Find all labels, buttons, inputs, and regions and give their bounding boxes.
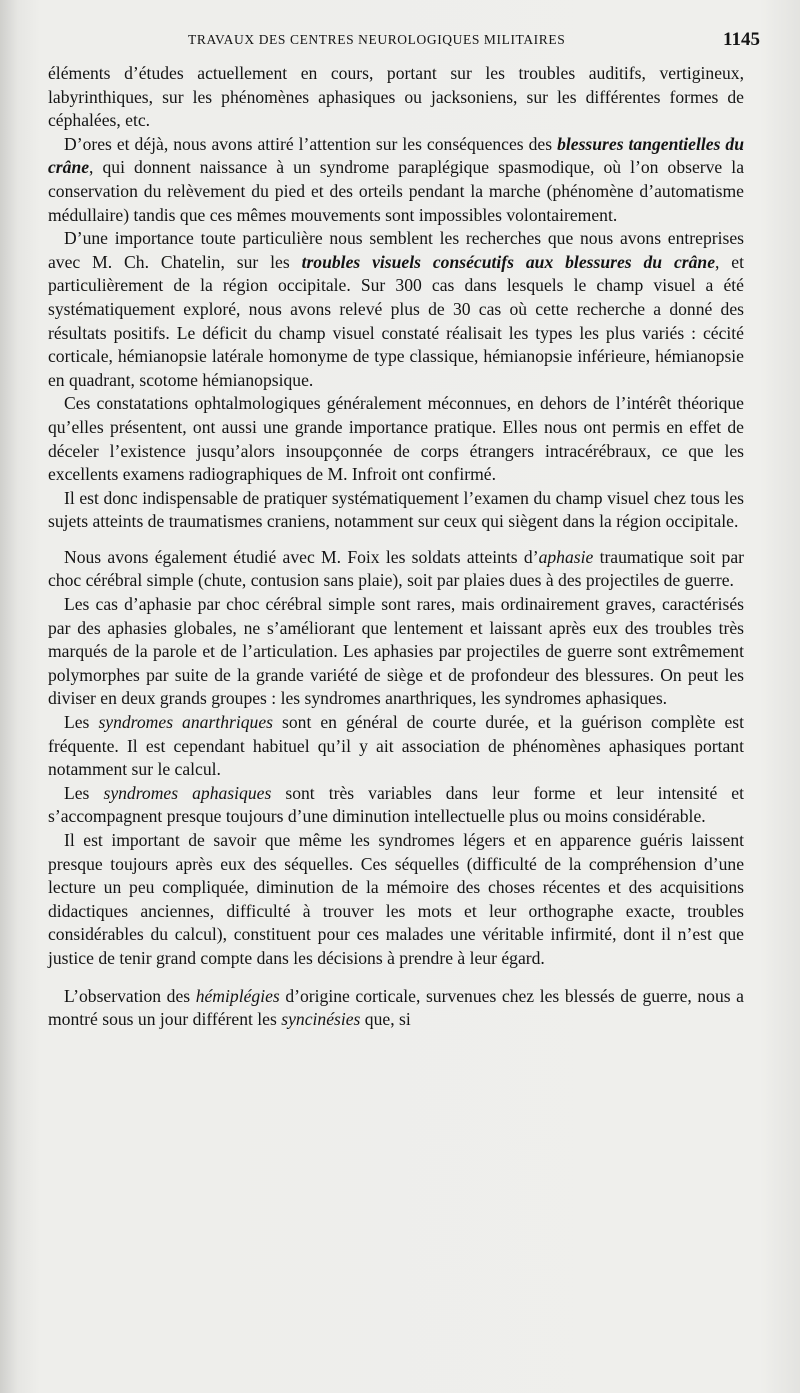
page-number: 1145	[723, 29, 760, 50]
emphasis: aphasie	[538, 546, 594, 567]
paragraph-3: D’une importance toute particulière nous semblent les recherches que nous avons entreprises avec M. Ch. Chatelin, sur les troubles visuels consécutifs aux blessures du crâne, et particulièrement de la région occipitale. Sur 300 cas dans lesquels le champ visuel a été systématiquement exploré, nous avons relevé plus de 30 cas où cette recherche a donné des résultats positifs. Le déficit du champ visuel constaté réalisait les types les plus variés : cécité corticale, hémianopsie latérale homonyme de type classique, hémianopsie inférieure, hémianopsie en quadrant, scotome hémianopsique.	[48, 228, 744, 390]
emphasis: blessures tangentielles du crâne	[48, 133, 744, 178]
paragraph-7: Les cas d’aphasie par choc cérébral simple sont rares, mais ordinairement graves, caractérisés par des aphasies globales, ne s’améliorant que lentement et laissant après eux des troubles très marqués de la parole et de l’articulation. Les aphasies par projectiles de guerre sont extrêmement polymorphes par suite de la grande variété de siège et de profondeur des blessures. On peut les diviser en deux grands groupes : les syndromes anarthriques, les syndromes aphasiques.	[48, 594, 744, 709]
paragraph-10: Il est important de savoir que même les syndromes légers et en apparence guéris laissent presque toujours après eux des séquelles. Ces séquelles (difficulté de la compréhension d’une lecture un peu compliquée, diminution de la mémoire des choses récentes et des acquisitions didactiques anciennes, difficulté à trouver les mots et leur orthographe exacte, troubles considérables du calcul), constituent pour ces malades une véritable infirmité, dont il n’est que justice de tenir grand compte dans les décisions à prendre à leur égard.	[48, 830, 744, 968]
emphasis: troubles visuels consécutifs aux blessures du crâne	[301, 251, 715, 272]
paragraph-8: Les syndromes anarthriques sont en général de courte durée, et la guérison complète est fréquente. Il est cependant habituel qu’il y ait association de phénomènes aphasiques portant notamment sur le calcul.	[48, 712, 744, 780]
paragraph-9: Les syndromes aphasiques sont très variables dans leur forme et leur intensité et s’accompagnent presque toujours d’une diminution intellectuelle plus ou moins considérable.	[48, 782, 745, 827]
paragraph-1: éléments d’études actuellement en cours, portant sur les troubles auditifs, vertigineux, labyrinthiques, sur les phénomènes aphasiques ou jacksoniens, sur les différentes formes de céphalées, etc.	[48, 63, 744, 131]
running-header	[40, 29, 760, 54]
paragraph-2: D’ores et déjà, nous avons attiré l’attention sur les conséquences des blessures tangentielles du crâne, qui donnent naissance à un syndrome paraplégique spasmodique, où l’on observe la conservation du relèvement du pied et des orteils pendant la marche (phénomène d’automatisme médullaire) tandis que ces mêmes mouvements sont impossibles volontairement.	[48, 133, 744, 225]
paragraph-5: Il est donc indispensable de pratiquer systématiquement l’examen du champ visuel chez tous les sujets atteints de traumatismes craniens, notamment sur ceux qui siègent dans la région occipitale.	[48, 487, 744, 532]
emphasis: syndromes anarthriques	[98, 712, 273, 733]
emphasis: syndromes aphasiques	[103, 782, 272, 803]
running-title: TRAVAUX DES CENTRES NEUROLOGIQUES MILITAIRES	[188, 32, 566, 47]
emphasis: syncinésies	[281, 1009, 361, 1030]
emphasis: hémiplégies	[195, 985, 280, 1006]
paragraph-4: Ces constatations ophtalmologiques généralement méconnues, en dehors de l’intérêt théorique qu’elles présentent, ont aussi une grande importance pratique. Elles nous ont permis en effet de déceler l’existence jusqu’alors insoupçonnée de corps étrangers intracérébraux, ce que les excellents examens radiographiques de M. Infroit ont confirmé.	[48, 393, 744, 485]
paragraph-11: L’observation des hémiplégies d’origine corticale, survenues chez les blessés de guerre, nous a montré sous un jour différent les syncinésies que, si	[48, 985, 744, 1030]
body-text	[48, 62, 744, 1032]
paragraph-6: Nous avons également étudié avec M. Foix les soldats atteints d’aphasie traumatique soit par choc cérébral simple (chute, contusion sans plaie), soit par plaies dues à des projectiles de guerre.	[48, 546, 745, 591]
